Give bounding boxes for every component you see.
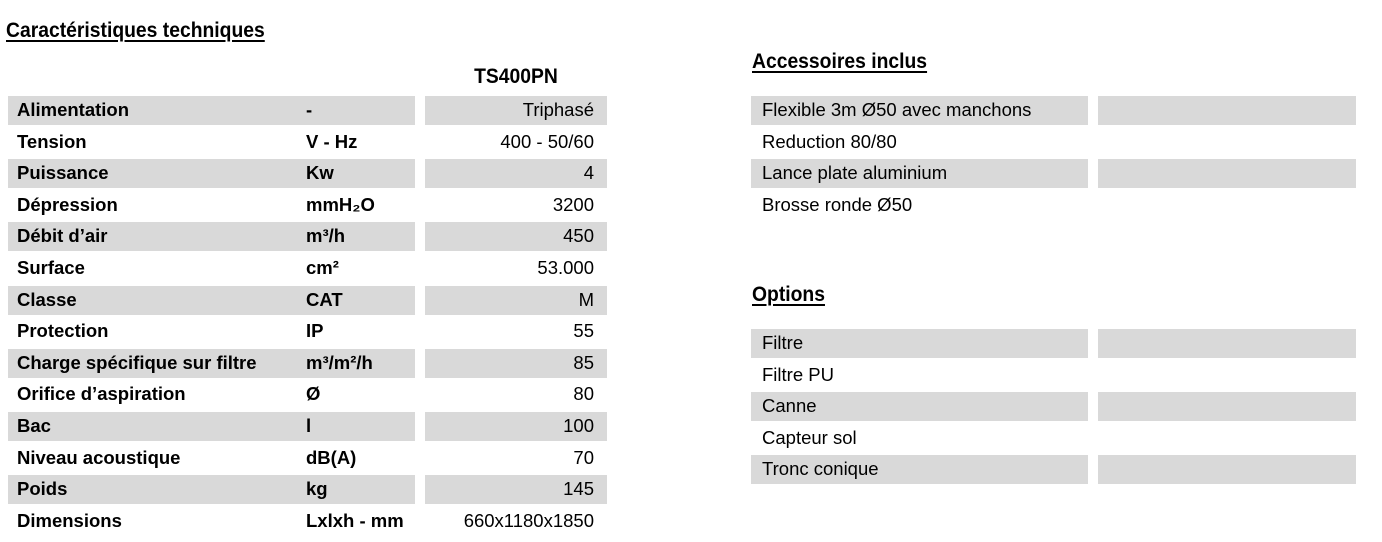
spec-value: 85 bbox=[425, 349, 607, 378]
accessories-list bbox=[751, 96, 1357, 222]
accessory-item bbox=[751, 128, 1357, 160]
spec-value: M bbox=[425, 286, 607, 315]
spec-row bbox=[8, 380, 608, 412]
spec-label: Surface bbox=[17, 256, 85, 278]
spec-unit: V - Hz bbox=[306, 130, 358, 152]
option-item bbox=[751, 361, 1357, 393]
spec-label: Poids bbox=[8, 475, 415, 504]
accessory-item-label: Reduction 80/80 bbox=[762, 130, 897, 152]
spec-value: 55 bbox=[573, 320, 594, 342]
spec-value: 70 bbox=[573, 446, 594, 468]
spec-row bbox=[8, 254, 608, 286]
spec-label: Dimensions bbox=[17, 509, 122, 531]
spec-value: Triphasé bbox=[425, 96, 607, 125]
spec-row bbox=[8, 444, 608, 476]
spec-row bbox=[8, 96, 608, 128]
spec-unit: - bbox=[306, 99, 313, 120]
accessory-item bbox=[751, 159, 1357, 191]
accessory-item-extra-cell bbox=[1098, 159, 1356, 188]
option-item bbox=[751, 455, 1357, 487]
spec-unit: Kw bbox=[306, 162, 334, 184]
spec-unit: CAT bbox=[306, 288, 343, 310]
spec-value: 4 bbox=[425, 159, 607, 188]
spec-value: 3200 bbox=[552, 193, 594, 215]
accessory-item-label: Flexible 3m Ø50 avec manchons bbox=[751, 96, 1088, 125]
spec-unit: Ø bbox=[306, 383, 321, 405]
option-item bbox=[751, 392, 1357, 424]
spec-unit: m³/m²/h bbox=[306, 351, 373, 373]
spec-label: Dépression bbox=[17, 193, 118, 215]
spec-row bbox=[8, 128, 608, 160]
spec-unit: dB(A) bbox=[306, 446, 357, 468]
option-item-label: Canne bbox=[751, 392, 1088, 421]
spec-label: Alimentation bbox=[8, 96, 415, 125]
option-item-label: Filtre bbox=[751, 329, 1088, 358]
spec-row bbox=[8, 286, 608, 318]
accessory-item bbox=[751, 96, 1357, 128]
spec-label: Classe bbox=[8, 286, 415, 315]
spec-label: Débit d’air bbox=[8, 222, 415, 251]
spec-value: 145 bbox=[425, 475, 607, 504]
spec-value: 100 bbox=[425, 412, 607, 441]
spec-row bbox=[8, 222, 608, 254]
option-item-extra-cell bbox=[1098, 361, 1356, 390]
option-item-extra-cell bbox=[1098, 392, 1356, 421]
spec-label: Puissance bbox=[8, 159, 415, 188]
spec-row bbox=[8, 475, 608, 507]
spec-unit: m³/h bbox=[306, 225, 346, 247]
spec-row bbox=[8, 191, 608, 223]
accessory-item-extra-cell bbox=[1098, 128, 1356, 157]
spec-label: Protection bbox=[17, 320, 109, 342]
specs-title: Caractéristiques techniques bbox=[6, 19, 265, 42]
options-title: Options bbox=[752, 283, 825, 306]
spec-row bbox=[8, 412, 608, 444]
accessory-item-label: Lance plate aluminium bbox=[751, 159, 1088, 188]
spec-value: 400 - 50/60 bbox=[500, 130, 594, 152]
option-item-label: Capteur sol bbox=[762, 426, 857, 448]
accessories-title: Accessoires inclus bbox=[752, 50, 928, 73]
accessory-item-extra-cell bbox=[1098, 96, 1356, 125]
option-item-label: Filtre PU bbox=[762, 363, 834, 385]
accessory-item-extra-cell bbox=[1098, 191, 1356, 220]
spec-unit: Lxlxh - mm bbox=[306, 509, 404, 531]
option-item-extra-cell bbox=[1098, 329, 1356, 358]
spec-row bbox=[8, 507, 608, 539]
spec-unit: mmH₂O bbox=[306, 193, 375, 215]
accessory-item-label: Brosse ronde Ø50 bbox=[762, 193, 913, 215]
option-item bbox=[751, 329, 1357, 361]
spec-unit: kg bbox=[306, 478, 328, 500]
spec-value: 450 bbox=[425, 222, 607, 251]
spec-value: 53.000 bbox=[537, 256, 594, 278]
options-list bbox=[751, 329, 1357, 487]
spec-row bbox=[8, 317, 608, 349]
spec-label: Orifice d’aspiration bbox=[17, 383, 186, 405]
accessory-item bbox=[751, 191, 1357, 223]
spec-value: 660x1180x1850 bbox=[463, 509, 594, 531]
spec-row bbox=[8, 159, 608, 191]
spec-unit: cm² bbox=[306, 256, 339, 278]
option-item-extra-cell bbox=[1098, 424, 1356, 453]
option-item-label: Tronc conique bbox=[751, 455, 1088, 484]
specs-table bbox=[8, 96, 608, 538]
option-item bbox=[751, 424, 1357, 456]
spec-value: 80 bbox=[573, 383, 594, 405]
spec-row bbox=[8, 349, 608, 381]
spec-label: Tension bbox=[17, 130, 87, 152]
spec-unit: IP bbox=[306, 320, 324, 342]
option-item-extra-cell bbox=[1098, 455, 1356, 484]
spec-label: Charge spécifique sur filtre bbox=[8, 349, 415, 378]
spec-label: Niveau acoustique bbox=[17, 446, 181, 468]
spec-label: Bac bbox=[8, 412, 415, 441]
model-header: TS400PN bbox=[474, 65, 558, 88]
spec-unit: l bbox=[306, 414, 312, 436]
